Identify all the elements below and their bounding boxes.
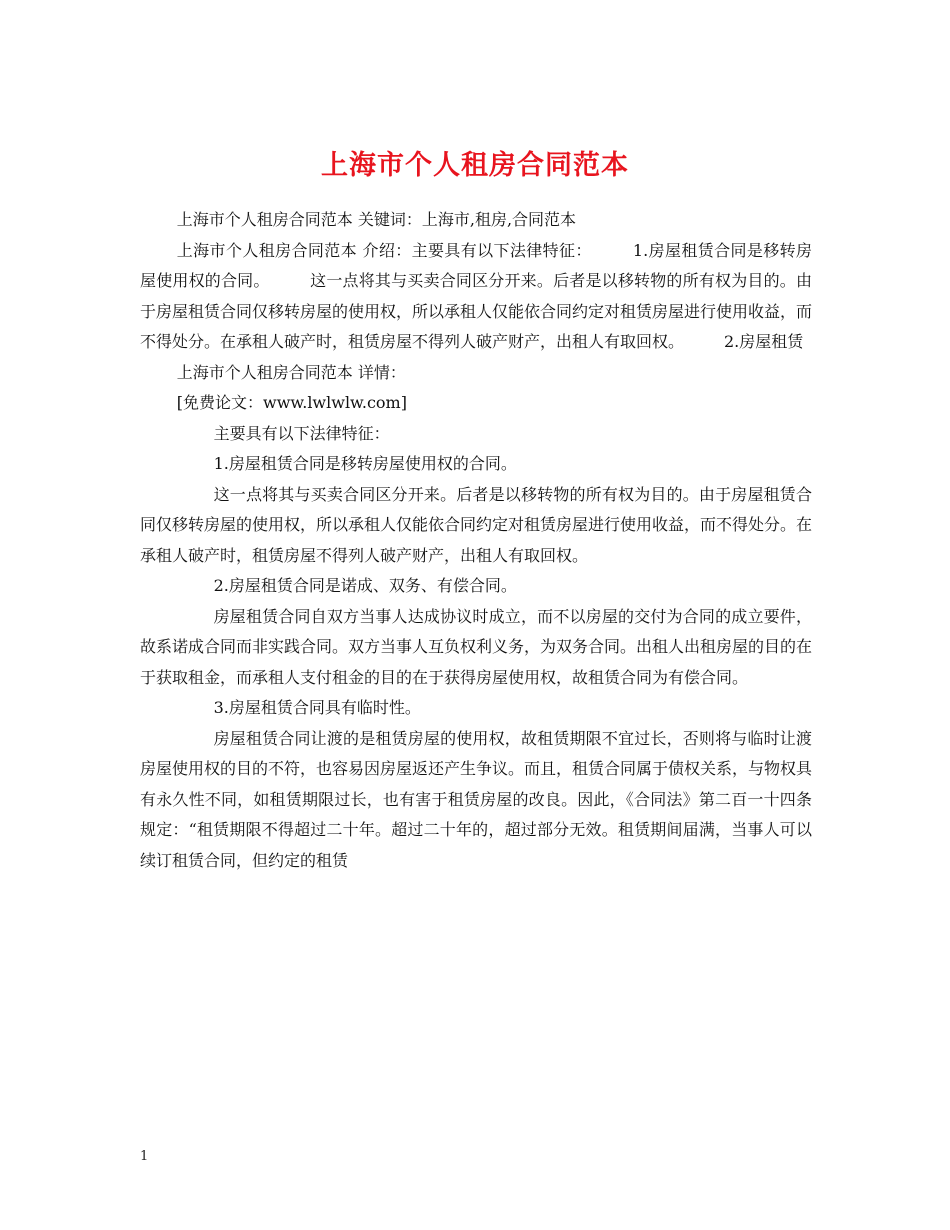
body-paragraph: 这一点将其与买卖合同区分开来。后者是以移转物的所有权为目的。由于房屋租赁合同仅移转房屋的使用权，所以承租人仅能依合同约定对租赁房屋进行使用收益，而不得处分。在承租人破产时，租赁房屋不得列人破产财产，出租人有取回权。 bbox=[140, 484, 813, 565]
intro-paragraph: 上海市个人租房合同范本 介绍：主要具有以下法律特征： 1.房屋租赁合同是移转房屋使用权的合同。 这一点将其与买卖合同区分开来。后者是以移转物的所有权为目的。由于房屋租赁合同仅移转房屋的使用权，所以承租人仅能依合同约定对租赁房屋进行使用收益，而不得处分。在承租人破产时，租赁房屋不得列人破产财产，出租人有取回权。 2.房屋租赁 bbox=[140, 240, 813, 351]
body-paragraph: 1.房屋租赁合同是移转房屋使用权的合同。 bbox=[213, 454, 517, 473]
keywords-line: 上海市个人租房合同范本 关键词：上海市,租房,合同范本 bbox=[176, 210, 577, 229]
body-paragraph: 3.房屋租赁合同具有临时性。 bbox=[213, 698, 421, 717]
details-line: 上海市个人租房合同范本 详情： bbox=[176, 362, 406, 382]
source-line: [免费论文：www.lwlwlw.com] bbox=[176, 393, 407, 412]
body-paragraph: 主要具有以下法律特征： bbox=[213, 423, 390, 443]
body-paragraph: 房屋租赁合同让渡的是租赁房屋的使用权，故租赁期限不宜过长，否则将与临时让渡房屋使用权的目的不符，也容易因房屋返还产生争议。而且，租赁合同属于债权关系，与物权具有永久性不同，如租赁期限过长，也有害于租赁房屋的改良。因此，《合同法》第二百一十四条规定：“租赁期限不得超过二十年。超过二十年的，超过部分无效。租赁期间届满，当事人可以续订租赁合同，但约定的租赁 bbox=[140, 728, 813, 870]
document-body bbox=[140, 205, 812, 876]
document-title: 上海市个人租房合同范本 bbox=[321, 150, 629, 182]
body-paragraph: 房屋租赁合同自双方当事人达成协议时成立，而不以房屋的交付为合同的成立要件，故系诺成合同而非实践合同。双方当事人互负权利义务，为双务合同。出租人出租房屋的目的在于获取租金，而承租人支付租金的目的在于获得房屋使用权，故租赁合同为有偿合同。 bbox=[140, 606, 813, 687]
body-paragraph: 2.房屋租赁合同是诺成、双务、有偿合同。 bbox=[213, 576, 517, 595]
page-number: 1 bbox=[140, 1149, 149, 1164]
